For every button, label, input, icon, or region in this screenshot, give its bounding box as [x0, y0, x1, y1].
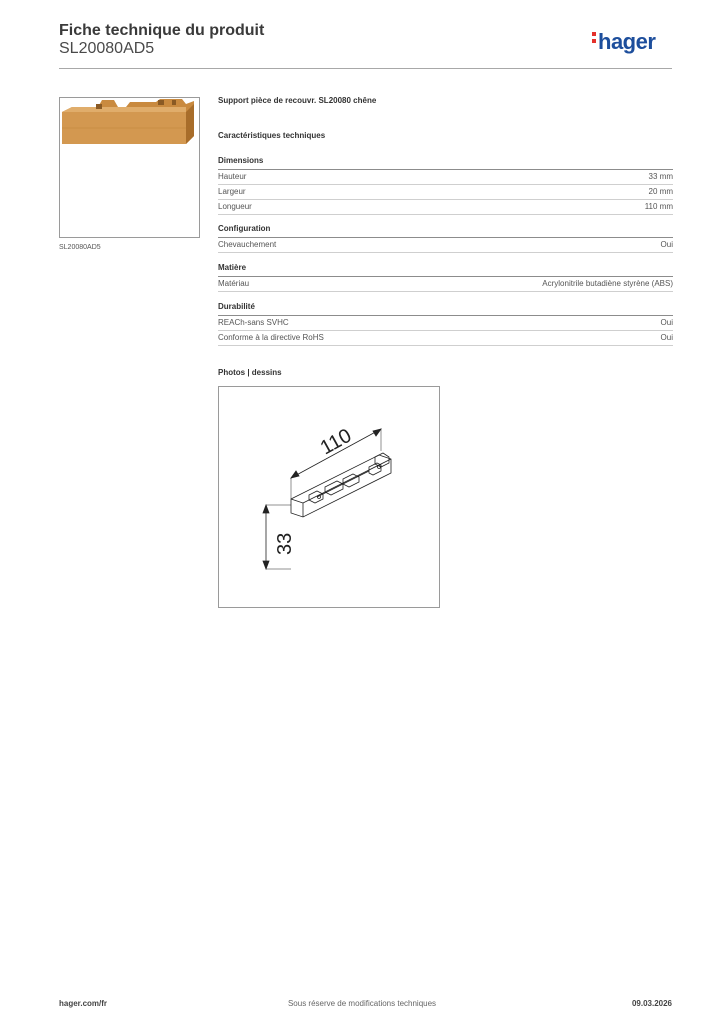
spec-label: Hauteur: [218, 172, 247, 181]
spec-label: REACh-sans SVHC: [218, 318, 289, 327]
spec-value: Oui: [660, 333, 673, 342]
spec-row: [218, 331, 673, 346]
spec-label: Longueur: [218, 202, 252, 211]
spec-row: [218, 185, 673, 200]
spec-row: [218, 316, 673, 331]
spec-value: Oui: [660, 240, 673, 249]
photo-caption: SL20080AD5: [59, 244, 101, 251]
section-title: Dimensions: [218, 156, 673, 170]
spec-value: Acrylonitrile butadiène styrène (ABS): [542, 279, 673, 288]
footer-website: hager.com/fr: [59, 999, 108, 1008]
header-divider: [59, 68, 672, 69]
product-photo: [59, 97, 200, 238]
spec-label: Largeur: [218, 187, 246, 196]
section-title: Durabilité: [218, 302, 673, 316]
spec-value: 110 mm: [644, 202, 673, 211]
configuration-section: [218, 224, 673, 253]
durability-section: [218, 302, 673, 346]
page-title: Fiche technique du produit: [59, 22, 265, 39]
spec-row: [218, 238, 673, 253]
dimensions-section: [218, 156, 673, 215]
oak-trim-support-image: [60, 98, 199, 237]
logo-dots-icon: [592, 32, 596, 46]
spec-value: 33 mm: [648, 172, 673, 181]
spec-label: Chevauchement: [218, 240, 277, 249]
product-description: Support pièce de recouvr. SL20080 chêne: [218, 96, 377, 105]
technical-characteristics-heading: Caractéristiques techniques: [218, 131, 326, 140]
spec-label: Matériau: [218, 279, 250, 288]
spec-value: Oui: [660, 318, 673, 327]
section-title: Configuration: [218, 224, 673, 238]
spec-row: [218, 170, 673, 185]
spec-value: 20 mm: [648, 187, 673, 196]
hager-logo: [592, 29, 655, 55]
technical-drawing-svg: [219, 387, 439, 607]
footer-date: 09.03.2026: [631, 999, 672, 1008]
height-dimension-label: 33: [274, 532, 296, 555]
dimension-drawing: [218, 386, 440, 608]
product-reference: SL20080AD5: [59, 40, 155, 57]
spec-row: [218, 200, 673, 215]
photos-heading: Photos | dessins: [218, 368, 282, 377]
section-title: Matière: [218, 263, 673, 277]
footer-disclaimer: Sous réserve de modifications techniques: [287, 999, 437, 1008]
logo-text: hager: [598, 29, 656, 54]
length-dimension-label: 110: [316, 424, 356, 460]
material-section: [218, 263, 673, 292]
spec-row: [218, 277, 673, 292]
spec-label: Conforme à la directive RoHS: [218, 333, 324, 342]
